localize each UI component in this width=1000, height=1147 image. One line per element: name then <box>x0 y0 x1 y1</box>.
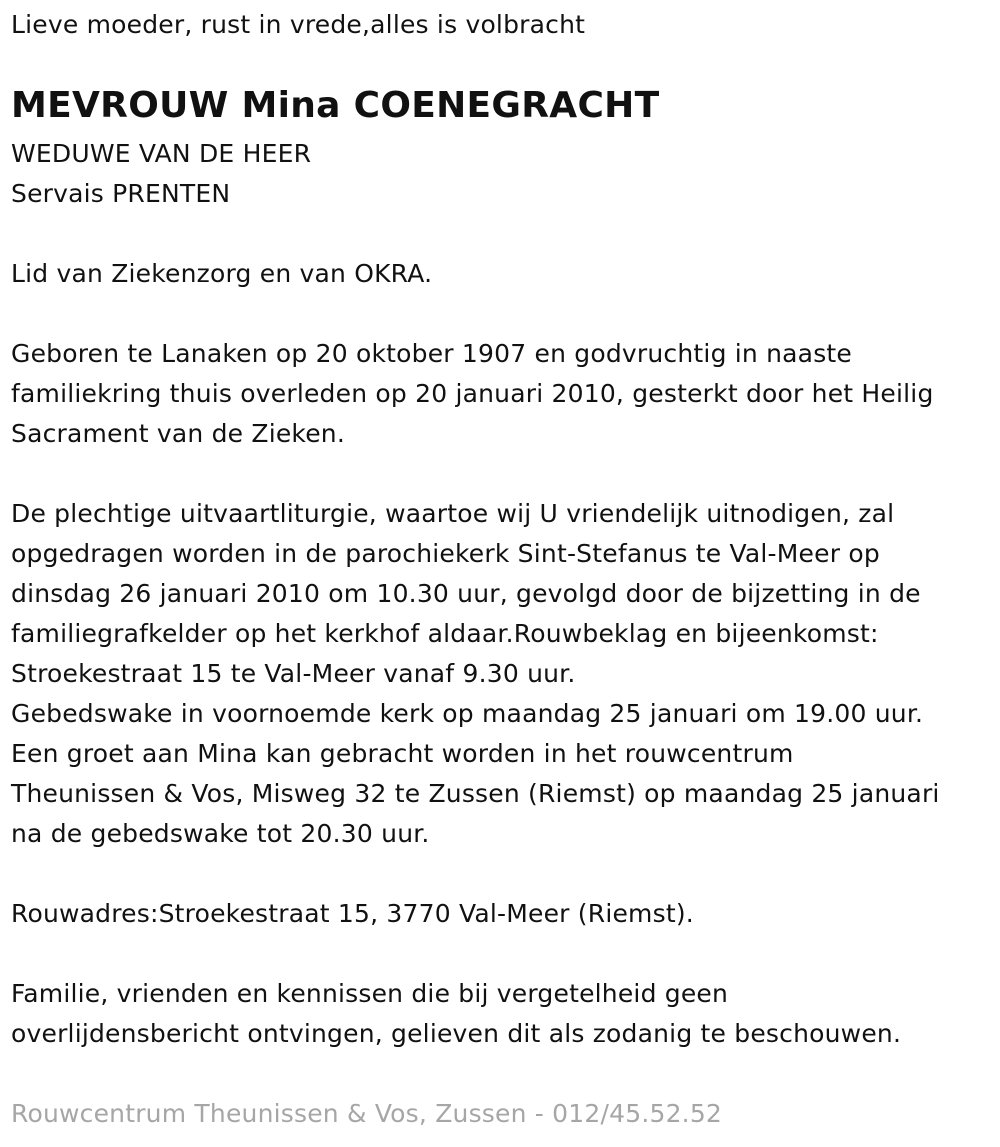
closing-line-1: Familie, vrienden en kennissen die bij vergetelheid geen <box>11 979 729 1008</box>
birth-death-line-2: familiekring thuis overleden op 20 januari 2010, gesterkt door het Heilig <box>11 379 934 408</box>
funeral-line-4: familiegrafkelder op het kerkhof aldaar.Rouwbeklag en bijeenkomst: <box>11 619 879 648</box>
funeral-line-8: Theunissen & Vos, Misweg 32 te Zussen (Riemst) op maandag 25 januari <box>11 779 940 808</box>
funeral-line-7: Een groet aan Mina kan gebracht worden in het rouwcentrum <box>11 739 794 768</box>
birth-death-line-3: Sacrament van de Zieken. <box>11 419 345 448</box>
membership-text: Lid van Ziekenzorg en van OKRA. <box>11 259 433 288</box>
widow-line-2: Servais PRENTEN <box>11 179 231 208</box>
funeral-line-1: De plechtige uitvaartliturgie, waartoe wij U vriendelijk uitnodigen, zal <box>11 499 895 528</box>
funeral-home-footer: Rouwcentrum Theunissen & Vos, Zussen - 012/45.52.52 <box>11 1099 723 1128</box>
closing-line-2: overlijdensbericht ontvingen, gelieven dit als zodanig te beschouwen. <box>11 1019 902 1048</box>
birth-death-line-1: Geboren te Lanaken op 20 oktober 1907 en godvruchtig in naaste <box>11 339 853 368</box>
widow-line-1: WEDUWE VAN DE HEER <box>11 139 312 168</box>
funeral-line-3: dinsdag 26 januari 2010 om 10.30 uur, gevolgd door de bijzetting in de <box>11 579 921 608</box>
funeral-line-6: Gebedswake in voornoemde kerk op maandag 25 januari om 19.00 uur. <box>11 699 924 728</box>
funeral-line-2: opgedragen worden in de parochiekerk Sint-Stefanus te Val-Meer op <box>11 539 880 568</box>
deceased-name: MEVROUW Mina COENEGRACHT <box>11 85 660 126</box>
tagline: Lieve moeder, rust in vrede,alles is volbracht <box>11 10 586 39</box>
funeral-line-5: Stroekestraat 15 te Val-Meer vanaf 9.30 uur. <box>11 659 576 688</box>
mourning-address: Rouwadres:Stroekestraat 15, 3770 Val-Meer (Riemst). <box>11 899 694 928</box>
funeral-line-9: na de gebedswake tot 20.30 uur. <box>11 819 430 848</box>
